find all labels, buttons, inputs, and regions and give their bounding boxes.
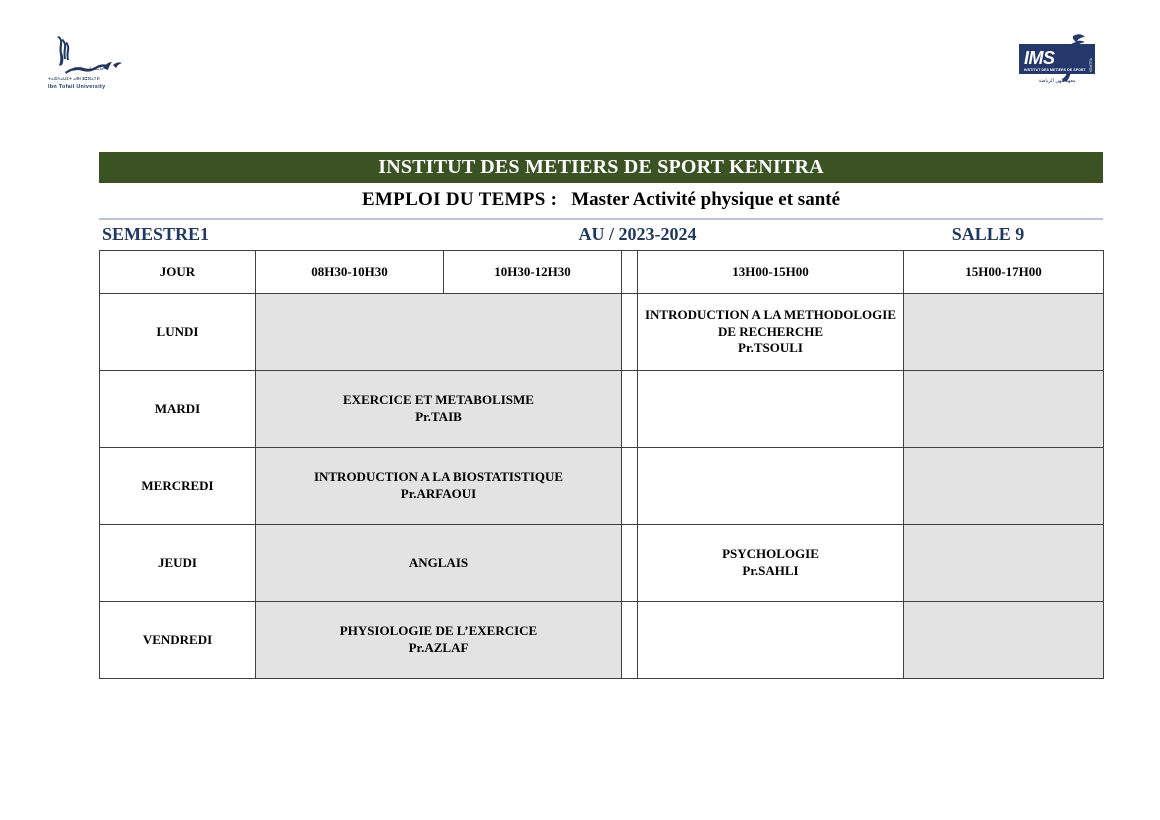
cell-lundi-spacer bbox=[622, 294, 638, 371]
ims-institute-logo bbox=[1013, 28, 1109, 90]
cell-mercredi-afternoon[interactable] bbox=[638, 448, 904, 525]
cell-lundi-afternoon[interactable] bbox=[638, 294, 904, 371]
cell-mardi-late[interactable] bbox=[904, 371, 1104, 448]
cell-mercredi-morning[interactable] bbox=[256, 448, 622, 525]
cell-jeudi-spacer bbox=[622, 525, 638, 602]
table-row bbox=[100, 294, 1104, 371]
table-row bbox=[100, 525, 1104, 602]
logo-tifinagh-text: ⵜⴰⵙⴷⴰⵡⵉⵜ ⴰⴱⵏ ⵟⵓⴼⴰⵢⵍ bbox=[48, 76, 100, 81]
column-header-day: JOUR bbox=[100, 251, 256, 294]
cell-vendredi-morning[interactable] bbox=[256, 602, 622, 679]
logo-arabic-text: معهد مهن الرياضة bbox=[1038, 78, 1076, 84]
table-row bbox=[100, 371, 1104, 448]
cell-jeudi-afternoon[interactable] bbox=[638, 525, 904, 602]
day-label-mercredi: MERCREDI bbox=[100, 448, 256, 525]
cell-vendredi-afternoon[interactable] bbox=[638, 602, 904, 679]
course-name: ANGLAIS bbox=[408, 554, 469, 570]
course-professor: Pr.SAHLI bbox=[742, 563, 799, 578]
logo-side-text: KENITRA bbox=[1089, 58, 1093, 72]
logo-acronym: IMS bbox=[1024, 48, 1055, 68]
schedule-subtitle-value: Master Activité physique et santé bbox=[571, 189, 841, 210]
timetable bbox=[99, 250, 1104, 679]
course-name: INTRODUCTION A LA METHODOLOGIE DE RECHERCHE bbox=[644, 307, 897, 339]
cell-jeudi-late[interactable] bbox=[904, 525, 1104, 602]
semester-label: SEMESTRE1 bbox=[102, 224, 210, 244]
logo-subtitle: INSTITUT DES METIERS DE SPORT bbox=[1024, 68, 1086, 72]
schedule-subtitle-label: EMPLOI DU TEMPS : bbox=[361, 189, 558, 210]
timetable-header-row bbox=[100, 251, 1104, 294]
column-header-slot-1: 08H30-10H30 bbox=[256, 251, 444, 294]
schedule-subtitle bbox=[99, 183, 1103, 217]
course-professor: Pr.TAIB bbox=[415, 409, 462, 424]
table-row bbox=[100, 448, 1104, 525]
schedule-meta-row bbox=[99, 220, 1103, 249]
cell-mercredi-spacer bbox=[622, 448, 638, 525]
cell-mercredi-late[interactable] bbox=[904, 448, 1104, 525]
logo-header-band bbox=[0, 0, 1160, 120]
course-professor: Pr.AZLAF bbox=[408, 640, 469, 655]
cell-mardi-morning[interactable] bbox=[256, 371, 622, 448]
column-header-slot-2: 10H30-12H30 bbox=[444, 251, 622, 294]
column-header-slot-4: 15H00-17H00 bbox=[904, 251, 1104, 294]
table-row bbox=[100, 602, 1104, 679]
day-label-jeudi: JEUDI bbox=[100, 525, 256, 602]
course-professor: Pr.TSOULI bbox=[738, 340, 803, 356]
course-name: EXERCICE ET METABOLISME bbox=[343, 392, 534, 408]
cell-mardi-spacer bbox=[622, 371, 638, 448]
course-name: PHYSIOLOGIE DE L’EXERCICE bbox=[339, 623, 538, 639]
course-name: PSYCHOLOGIE bbox=[722, 546, 819, 562]
course-professor: Pr.ARFAOUI bbox=[400, 486, 477, 501]
cell-mardi-afternoon[interactable] bbox=[638, 371, 904, 448]
day-label-lundi: LUNDI bbox=[100, 294, 256, 371]
cell-vendredi-late[interactable] bbox=[904, 602, 1104, 679]
cell-jeudi-morning[interactable] bbox=[256, 525, 622, 602]
logo-arabic-text: جامعة ابن طفيل bbox=[73, 66, 104, 71]
cell-lundi-late[interactable] bbox=[904, 294, 1104, 371]
cell-lundi-morning[interactable] bbox=[256, 294, 622, 371]
column-header-slot-3: 13H00-15H00 bbox=[638, 251, 904, 294]
course-name: INTRODUCTION A LA BIOSTATISTIQUE bbox=[313, 469, 564, 485]
logo-latin-text: Ibn Tofail University bbox=[48, 84, 106, 90]
day-label-mardi: MARDI bbox=[100, 371, 256, 448]
cell-vendredi-spacer bbox=[622, 602, 638, 679]
column-header-spacer bbox=[622, 251, 638, 294]
institute-banner-title: INSTITUT DES METIERS DE SPORT KENITRA bbox=[99, 152, 1103, 183]
timetable-document bbox=[99, 152, 1103, 679]
room-label: SALLE 9 bbox=[951, 224, 1025, 244]
day-label-vendredi: VENDREDI bbox=[100, 602, 256, 679]
academic-year-label: AU / 2023-2024 bbox=[578, 224, 697, 244]
ibn-tofail-university-logo bbox=[45, 32, 137, 94]
